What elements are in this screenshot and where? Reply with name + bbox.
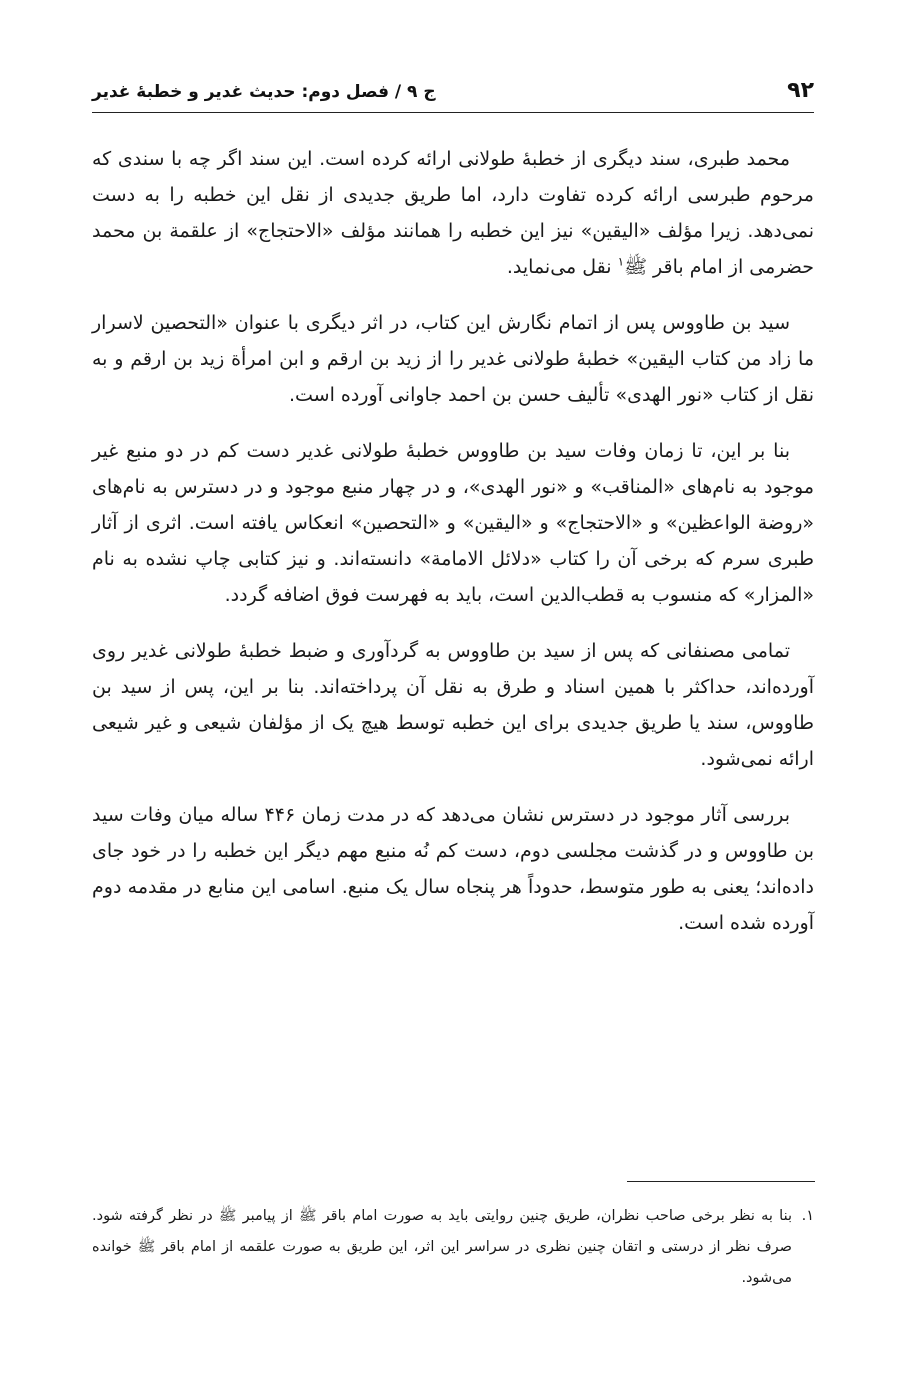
paragraph-text-continued: نقل می‌نماید. xyxy=(506,256,618,278)
footnote-number: ۱. xyxy=(801,1208,814,1224)
paragraph: بررسی آثار موجود در دسترس نشان می‌دهد که در مدت زمان ۴۴۶ ساله میان وفات سید بن طاووس و در گذشت مجلسی دوم، دست کم نُه منبع مهم دیگر این خطبه را در خود جای داده‌اند؛ یعنی به طور متوسط، حدوداً هر پنجاه سال یک منبع. اسامی این منابع در مقدمه دوم آورده شده است. xyxy=(92,804,814,934)
page-header xyxy=(92,76,814,113)
footnote-reference[interactable]: ۱ xyxy=(617,254,625,269)
footnote-text: بنا به نظر برخی صاحب نظران، طریق چنین روایتی باید به صورت امام باقر ﷺ از پیامبر ﷺ در نظر گرفته شود. صرف نظر از درستی و اتقان چنین نظری در سراسر این اثر، این طریق به صورت علقمه از امام باقر ﷺ خوانده می‌شود. xyxy=(92,1208,792,1286)
page-number: ۹۲ xyxy=(787,78,814,103)
paragraph: بنا بر این، تا زمان وفات سید بن طاووس خطبهٔ طولانی غدیر دست کم در دو منبع غیر موجود به نام‌های «المناقب» و «نور الهدی»، و در چهار منبع موجود و در دسترس به نام‌های «روضة الواعظین» و «الاحتجاج» و «الیقین» و «التحصین» انعکاس یافته است. اثری از آثار طبری سرم که برخی آن را کتاب «دلائل الامامة» دانسته‌اند. و نیز کتابی چاپ نشده به نام «المزار» که منسوب به قطب‌الدین است، باید به فهرست فوق اضافه گردد. xyxy=(92,440,814,606)
paragraph-text: محمد طبری، سند دیگری از خطبهٔ طولانی ارائه کرده است. این سند اگر چه با سندی که مرحوم طبرسی ارائه کرده تفاوت دارد، اما طریق جدیدی از نقل این خطبه را به دست نمی‌دهد. زیرا مؤلف «الیقین» نیز این خطبه را همانند مؤلف «الاحتجاج» از علقمة بن محمد حضرمی از امام باقر ﷺ xyxy=(92,148,814,278)
paragraph: تمامی مصنفانی که پس از سید بن طاووس به گردآوری و ضبط خطبهٔ طولانی غدیر روی آورده‌اند، حداکثر با همین اسناد و طرق به نقل آن پرداخته‌اند. بنا بر این، پس از سید بن طاووس، سند یا طریق جدیدی برای این خطبه توسط هیچ یک از مؤلفان شیعی و غیر شیعی ارائه نمی‌شود. xyxy=(92,640,814,770)
footnotes xyxy=(92,1201,814,1294)
paragraph: سید بن طاووس پس از اتمام نگارش این کتاب، در اثر دیگری با عنوان «التحصین لاسرار ما زاد من کتاب الیقین» خطبهٔ طولانی غدیر را از زید بن ارقم و ابن امرأة زید بن ارقم و به نقل از کتاب «نور الهدی» تألیف حسن بن احمد جاوانی آورده است. xyxy=(92,312,814,406)
footnote xyxy=(92,1201,814,1294)
running-head: ج ۹ / فصل دوم: حدیث غدیر و خطبهٔ غدیر xyxy=(92,82,436,102)
paragraph xyxy=(92,141,814,285)
footnote-separator xyxy=(627,1181,815,1182)
body-text xyxy=(92,141,814,961)
